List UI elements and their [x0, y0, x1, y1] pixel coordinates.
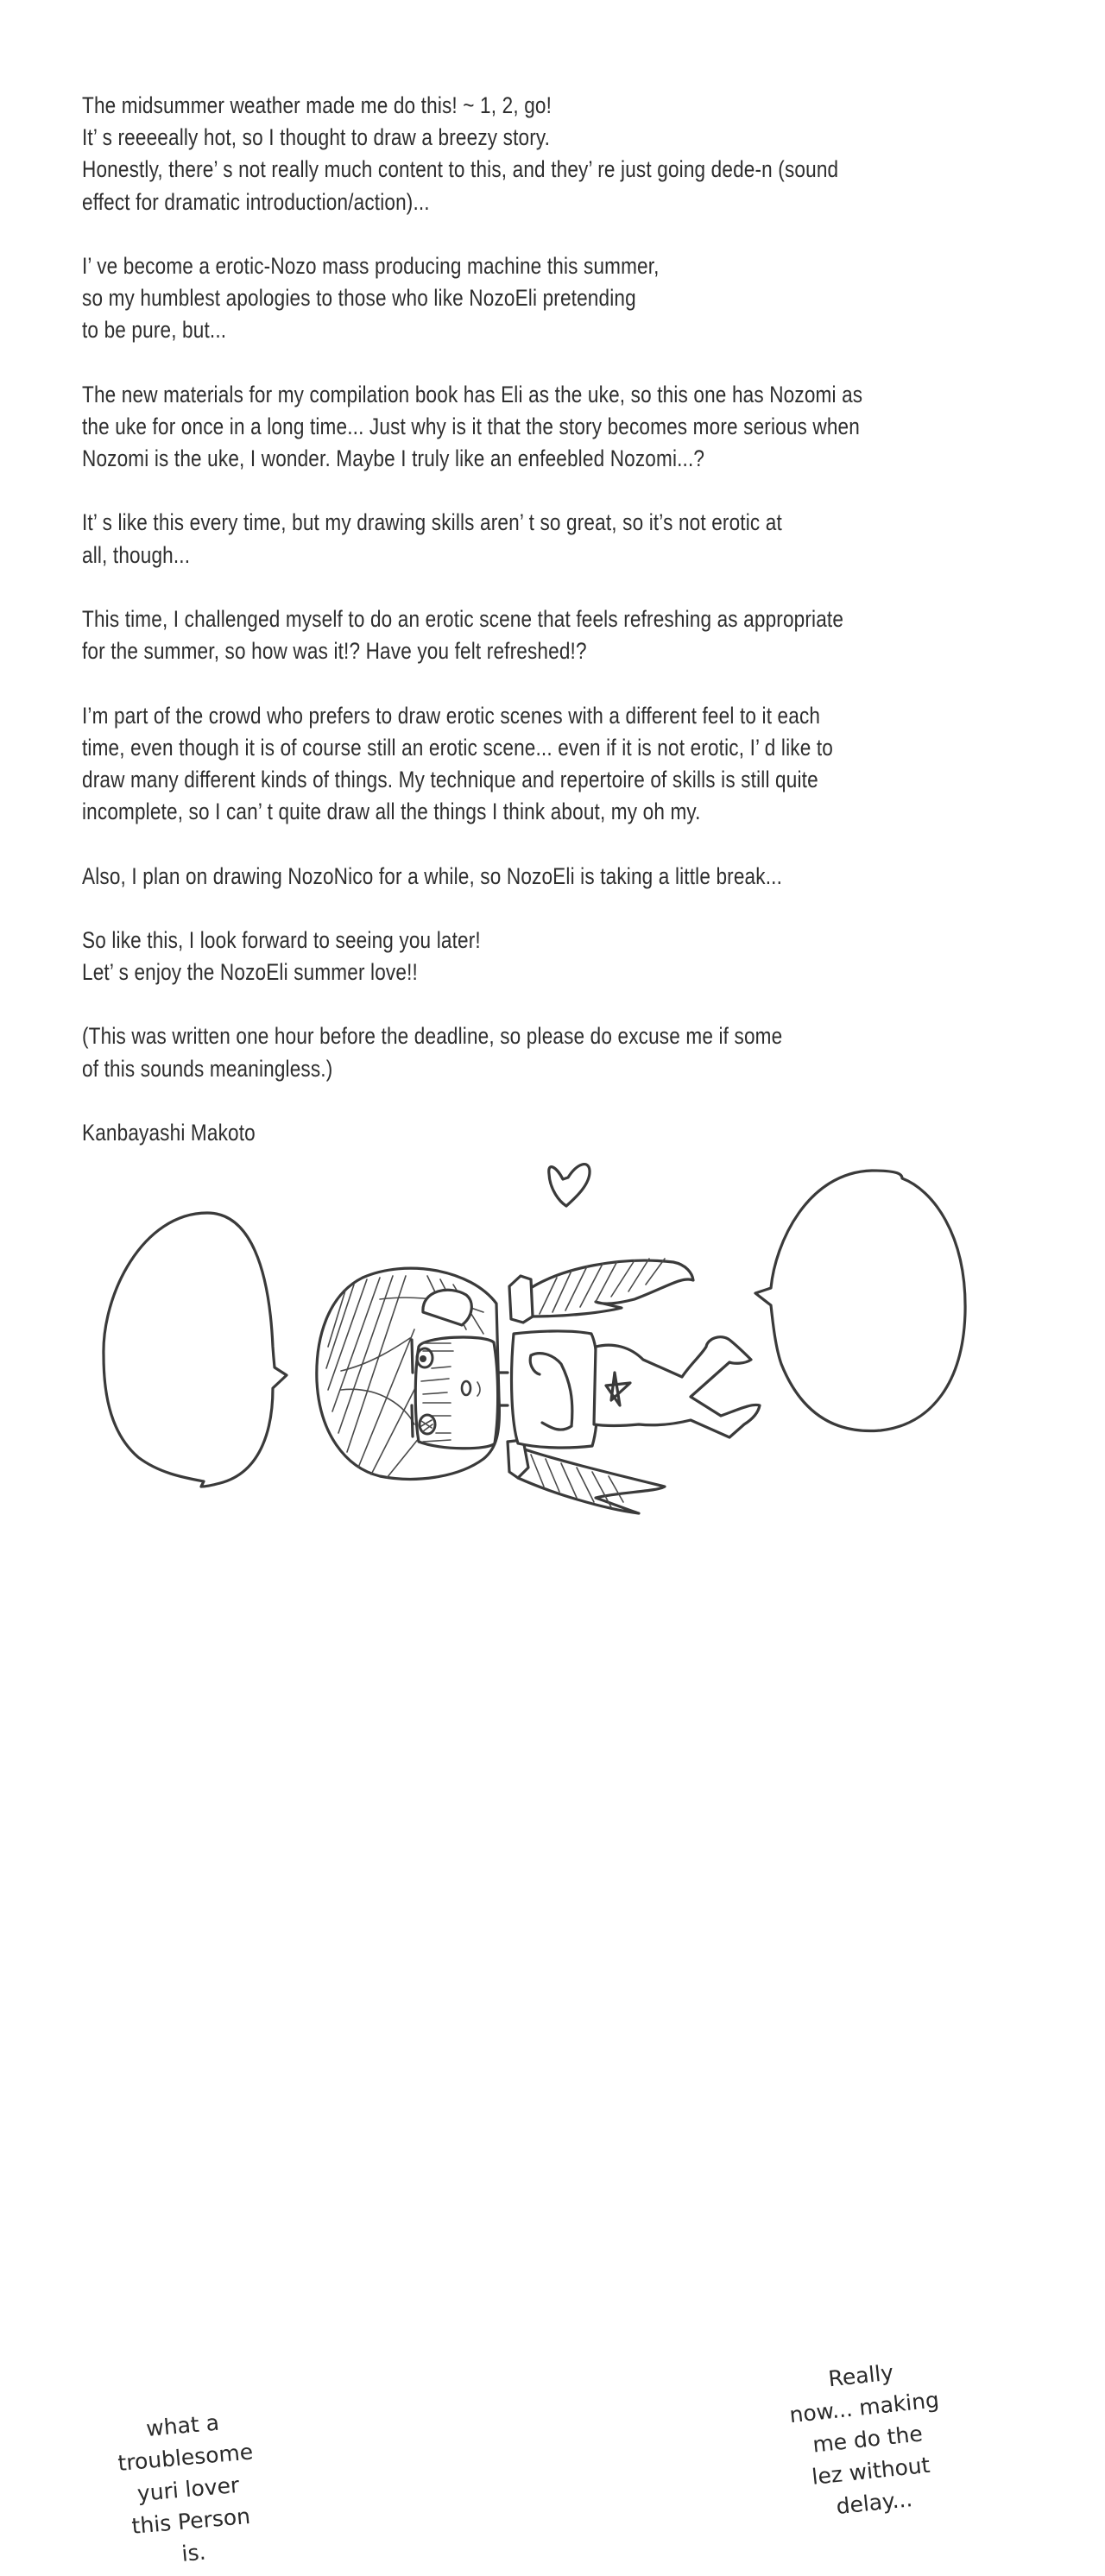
paragraph-challenge: [82, 603, 1101, 667]
bubble-line: Really: [827, 2359, 895, 2392]
bubble-line: now... making: [788, 2387, 941, 2428]
heart-icon: [549, 1165, 590, 1206]
eyelash-upper: [412, 1340, 413, 1373]
bubble-line: lez without: [811, 2452, 931, 2490]
text-line: Honestly, there’ s not really much content to this, and they’ re just going dede-n (sound: [82, 156, 839, 183]
text-line: time, even though it is of course still an erotic scene... even if it is not erotic, I’ d like to: [82, 734, 833, 761]
paragraph-skills: [82, 507, 1101, 571]
text-line: (This was written one hour before the deadline, so please do excuse me if some: [82, 1023, 783, 1050]
hair-bow-upper: [509, 1276, 533, 1323]
text-line: all, though...: [82, 541, 191, 568]
paragraph-crowd: [82, 700, 1101, 829]
speech-bubble-right-text: [774, 2351, 962, 2528]
paragraph-materials: [82, 379, 1101, 476]
bubble-line: yuri lover: [136, 2472, 241, 2507]
bubble-line: is.: [180, 2539, 207, 2567]
text-line: I’ ve become a erotic-Nozo mass producing machine this summer,: [82, 252, 660, 279]
author-signature: [82, 1117, 1101, 1149]
text-line: so my humblest apologies to those who like NozoEli pretending: [82, 285, 636, 312]
text-line: Let’ s enjoy the NozoEli summer love!!: [82, 959, 418, 986]
bubble-line: delay...: [835, 2486, 914, 2520]
text-line: to be pure, but...: [82, 317, 227, 344]
text-line: for the summer, so how was it!? Have you felt refreshed!?: [82, 638, 587, 665]
paragraph-apology: [82, 250, 1101, 347]
text-line: Nozomi is the uke, I wonder. Maybe I truly like an enfeebled Nozomi...?: [82, 445, 705, 472]
text-line: I’m part of the crowd who prefers to draw erotic scenes with a different feel to it each: [82, 702, 821, 729]
speech-bubble-right: [755, 1171, 965, 1431]
text-line: So like this, I look forward to seeing you later!: [82, 926, 481, 953]
body: [512, 1331, 597, 1448]
illustration-drawing: [0, 1148, 1105, 1545]
paragraph-plan: [82, 861, 1101, 893]
chibi-illustration: [0, 1148, 1105, 2567]
bubble-line: troublesome: [117, 2439, 255, 2476]
text-line: the uke for once in a long time... Just why is it that the story becomes more serious when: [82, 413, 860, 439]
text-line: Also, I plan on drawing NozoNico for a while, so NozoEli is taking a little break...: [82, 862, 783, 889]
bubble-line: this Person: [130, 2503, 252, 2539]
speech-bubble-left-text: [104, 2403, 272, 2576]
eye-upper-pupil: [420, 1355, 426, 1362]
character-figure: [317, 1259, 760, 1513]
text-line: effect for dramatic introduction/action)...: [82, 188, 430, 215]
text-line: of this sounds meaningless.): [82, 1055, 333, 1082]
text-line: draw many different kinds of things. My technique and repertoire of skills is still quite: [82, 766, 818, 792]
bubble-line: what a: [145, 2409, 220, 2441]
legs: [594, 1337, 760, 1437]
afterword-text: [82, 90, 1101, 1149]
text-line: It’ s like this every time, but my drawing skills aren’ t so great, so it’s not erotic at: [82, 509, 782, 536]
bubble-line: me do the: [811, 2421, 925, 2458]
text-line: It’ s reeeeally hot, so I thought to draw a breezy story.: [82, 124, 551, 151]
face: [415, 1337, 497, 1449]
eyelash-lower: [412, 1405, 413, 1436]
author-name: Kanbayashi Makoto: [82, 1120, 256, 1146]
twintail-lower: [518, 1449, 665, 1513]
text-line: The midsummer weather made me do this! ~ 1, 2, go!: [82, 92, 552, 118]
text-line: This time, I challenged myself to do an erotic scene that feels refreshing as appropriate: [82, 606, 844, 632]
text-line: The new materials for my compilation book has Eli as the uke, so this one has Nozomi as: [82, 381, 863, 407]
speech-bubble-left: [104, 1213, 287, 1487]
paragraph-intro: [82, 90, 1101, 218]
paragraph-farewell: [82, 925, 1101, 988]
paragraph-note: [82, 1020, 1101, 1084]
text-line: incomplete, so I can’ t quite draw all the things I think about, my oh my.: [82, 799, 701, 825]
